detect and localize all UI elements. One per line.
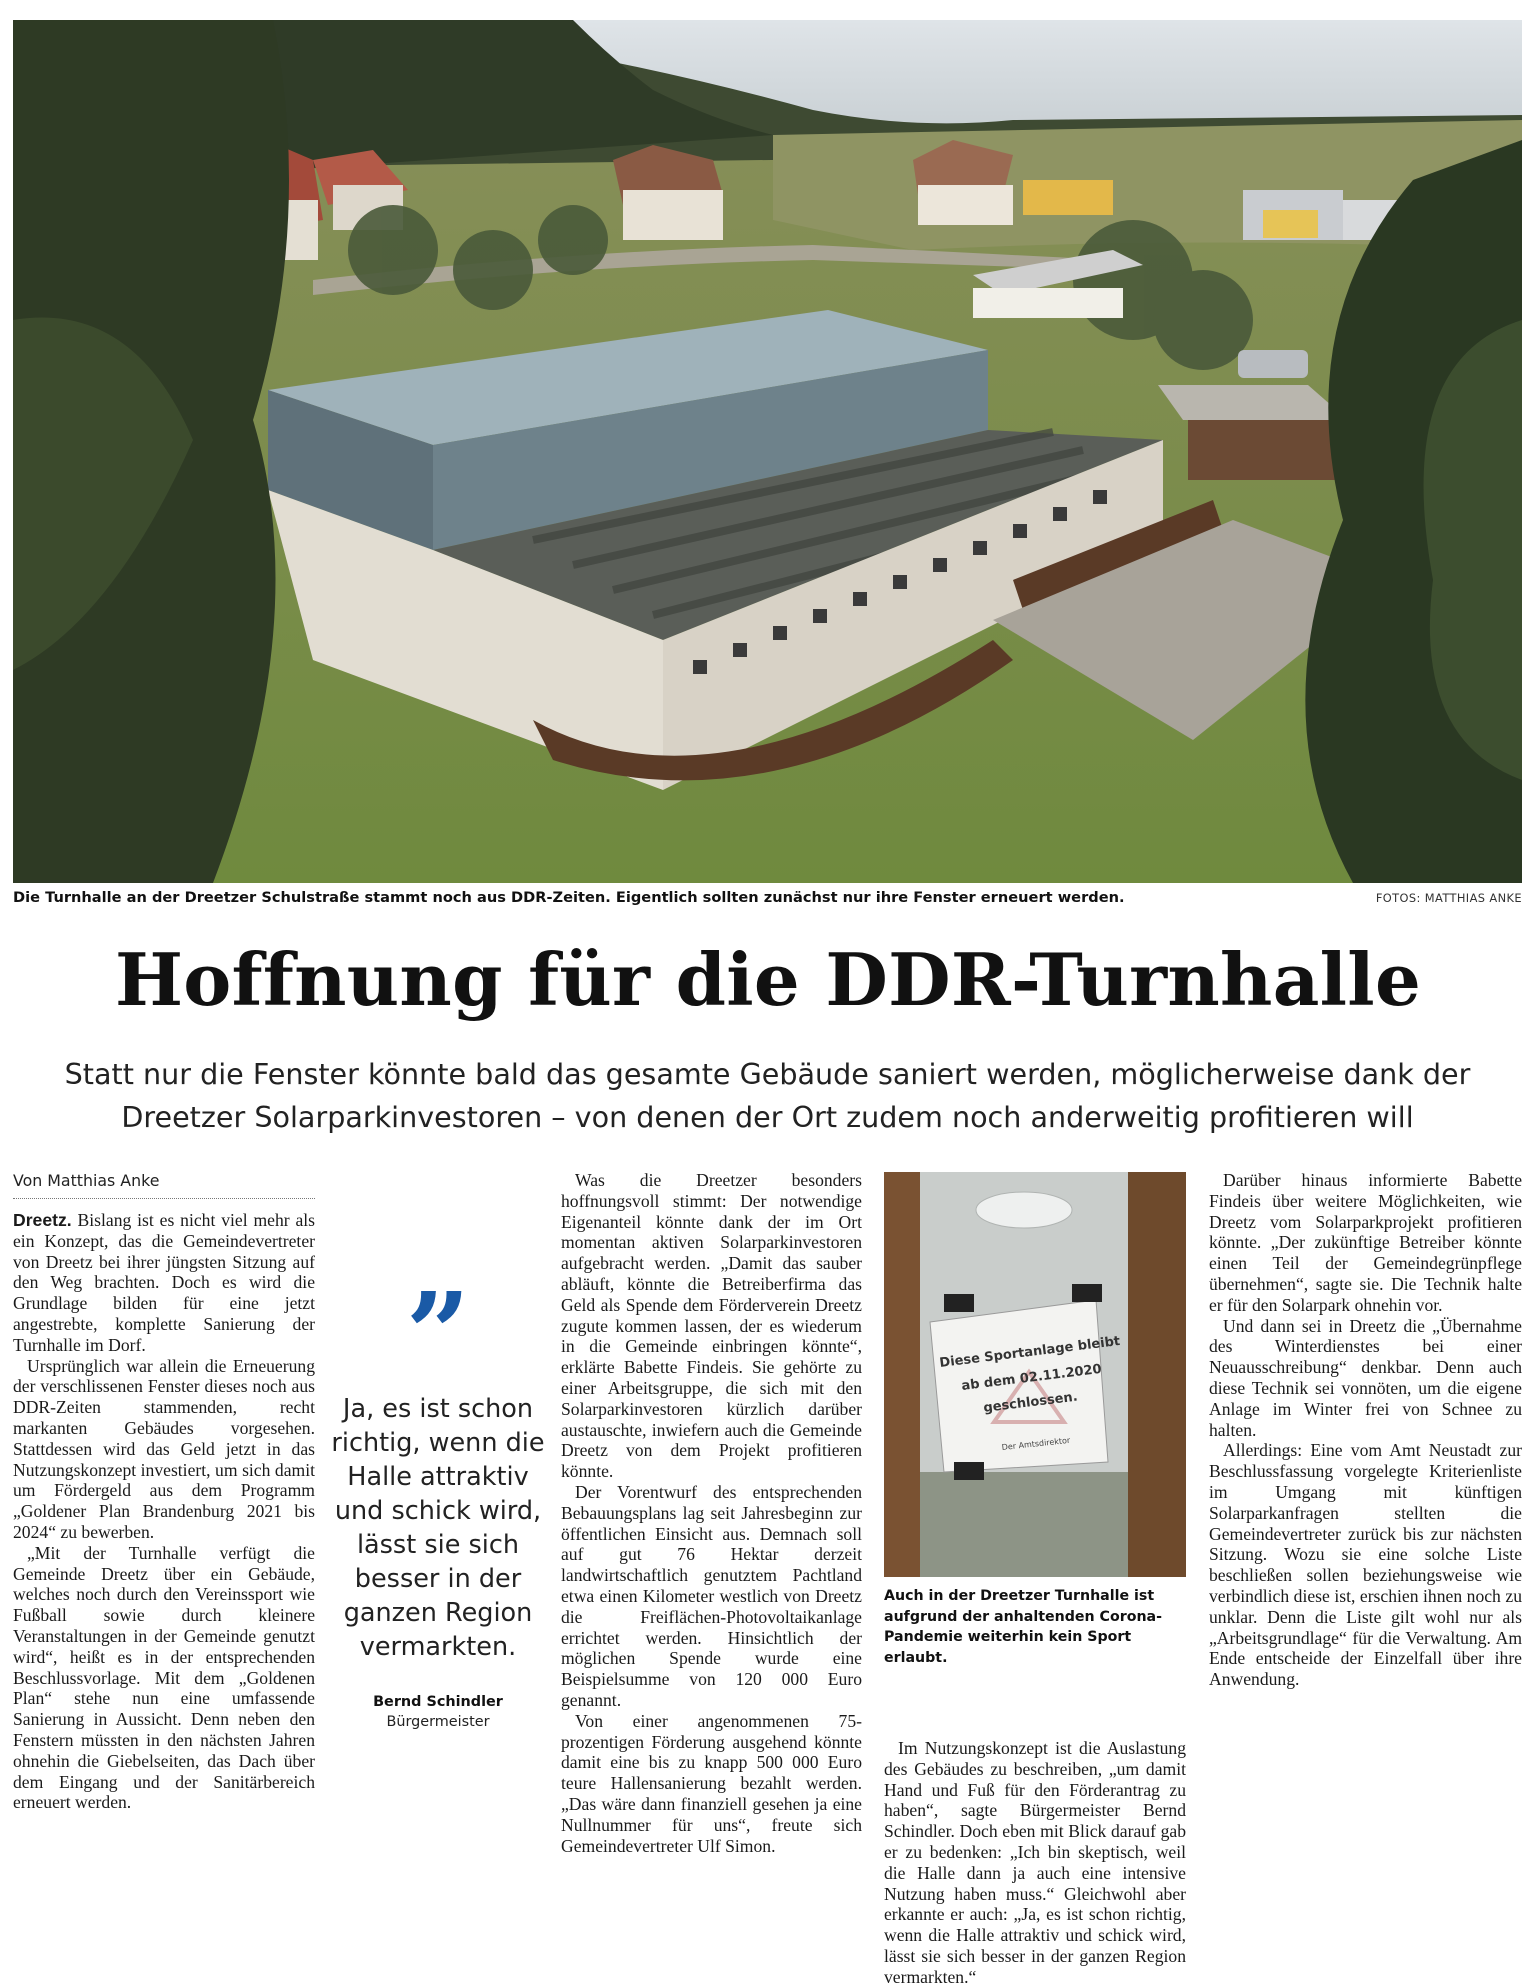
article-column-1: [13, 1210, 315, 1813]
quotation-mark-icon: ”: [405, 1269, 471, 1400]
paragraph: Ursprünglich war allein die Erneuerung der verschlissenen Fenster dieses noch aus DDR-Zeiten stammenden, recht markanten Gebäudes vorgesehen. Stattdessen wird das Geld jetzt in das Nutzungskonzept investiert, um sich damit um Fördergeld aus dem Programm „Goldener Plan Brandenburg 2021 bis 2024“ zu bewerben.: [13, 1355, 315, 1542]
hero-photo: [13, 20, 1522, 883]
photo-credit: FOTOS: MATTHIAS ANKE: [1375, 891, 1522, 905]
sign-text-3: geschlossen.: [982, 1389, 1079, 1416]
paragraph: Und dann sei in Dreetz die „Übernahme des Winterdienstes bei einer Neuausschreibung“ denkbar. Denn auch diese Technik sei vonnöten, um die eigene Anlage im Winter frei von Schnee zu halten.: [1209, 1315, 1522, 1440]
paragraph: Von einer angenommenen 75-prozentigen Förderung ausgehend könnte damit eine bis zu knapp 500 000 Euro teure Hallensanierung bezahlt werden. „Das wäre dann finanziell gesehen ja eine Nullnummer für uns“, freute sich Gemeindevertreter Ulf Simon.: [561, 1710, 862, 1856]
paragraph: [13, 1210, 315, 1356]
headline: Hoffnung für die DDR-Turnhalle: [114, 937, 1422, 1022]
gym-aerial-image: [13, 20, 1522, 883]
article-column-3: [884, 1738, 1186, 1988]
hero-photo-caption: Die Turnhalle an der Dreetzer Schulstraße stammt noch aus DDR-Zeiten. Eigentlich sollten zunächst nur ihre Fenster erneuert werden.: [13, 889, 1125, 906]
paragraph: Im Nutzungskonzept ist die Auslastung des Gebäudes zu beschreiben, „um damit Hand und Fuß für den Förderantrag zu haben“, sagte Bürgermeister Bernd Schindler. Doch eben mit Blick darauf gab er zu bedenken: „Ich bin skeptisch, weil die Halle dann ja auch eine intensive Nutzung haben muss.“ Gleichwohl aber erkannte er auch: „Ja, es ist schon richtig, wenn die Halle attraktiv und schick wird, lässt sie sich besser in der ganzen Region vermarkten.“: [884, 1738, 1186, 1987]
paragraph-text: Bislang ist es nicht viel mehr als ein Konzept, das die Gemeindevertreter von Dreetz bei ihrer jüngsten Sitzung auf den Weg brachten. Doch es wird die Grundlage bilden für eine jetzt angestrebte, komplette Sanierung der Turnhalle im Dorf.: [13, 1210, 316, 1355]
byline: Von Matthias Anke: [13, 1170, 315, 1199]
dateline: Dreetz.: [13, 1210, 72, 1230]
quote-author: Bernd Schindler: [373, 1694, 503, 1710]
paragraph: Allerdings: Eine vom Amt Neustadt zur Beschlussfassung vorgelegte Kriterienliste im Umgang mit künftigen Solarparkanfragen stellten die Gemeindevertreter zurück bis zur nächsten Sitzung. Wozu sie eine solche Liste beschließen sollen beziehungsweise wie verbindlich diese ist, erschien ihnen noch zu unklar. Denn die Liste gilt wohl nur als „Arbeitsgrundlage“ für die Verwaltung. Am Ende entscheide der Einzelfall über ihre Anwendung.: [1209, 1440, 1522, 1690]
paragraph: Der Vorentwurf des entsprechenden Bebauungsplans lag seit Jahresbeginn zur öffentlichen Einsicht aus. Demnach soll auf gut 76 Hektar derzeit landwirtschaftlich genutztem Pachtland etwa einen Kilometer westlich von Dreetz die Freiflächen-Photovoltaikanlage errichtet werden. Hinsichtlich der möglichen Spende wurde eine Beispielsumme von 120 000 Euro genannt.: [561, 1481, 862, 1710]
sign-footer: Der Amtsdirektor: [1001, 1435, 1071, 1452]
quote-author-role: Bürgermeister: [386, 1714, 490, 1730]
paragraph: „Mit der Turnhalle verfügt die Gemeinde Dreetz über ein Gebäude, welches noch durch den Vereinssport wie Fußball sowie durch kleinere Veranstaltungen in der Gemeinde genutzt wird“, heißt es in der entsprechenden Beschlussvorlage. Mit dem „Goldenen Plan“ stehe nun eine umfassende Sanierung in Aussicht. Denn neben den Fenstern müssten in den nächsten Jahren ohnehin die Giebelseiten, das Dach über dem Eingang und der Sanitärbereich erneuert werden.: [13, 1542, 315, 1813]
sign-text-1: Diese Sportanlage bleibt: [938, 1333, 1121, 1371]
sign-text-2: ab dem 02.11.2020: [960, 1361, 1103, 1394]
closed-sign-image: [884, 1172, 1186, 1577]
article-column-2: [561, 1170, 862, 1856]
closed-sign-photo: [884, 1172, 1186, 1577]
quote-text: Ja, es ist schon richtig, wenn die Halle attraktiv und schick wird, lässt sie sich besser in der ganzen Region vermarkten.: [331, 1394, 545, 1662]
standfirst: Statt nur die Fenster könnte bald das gesamte Gebäude saniert werden, möglicherweise dank der Dreetzer Solarparkinvestoren – von denen der Ort zudem noch anderweitig profitieren will: [64, 1057, 1471, 1134]
paragraph: Darüber hinaus informierte Babette Findeis über weitere Möglichkeiten, wie Dreetz vom Solarparkprojekt profitieren könnte. „Der zukünftige Betreiber könnte einen Teil der Gemeindegrünpflege übernehmen“, sagte sie. Die Technik halte er für den Solarpark ohnehin vor.: [1209, 1170, 1522, 1315]
article-column-4: [1209, 1170, 1522, 1690]
paragraph: Was die Dreetzer besonders hoffnungsvoll stimmt: Der notwendige Eigenanteil könnte dank der im Ort momentan aktiven Solarparkinvestoren aufgebracht werden. „Damit das sauber abläuft, könnte die Betreiberfirma das Geld als Spende dem Förderverein Dreetz zugute kommen lassen, der es wiederum in die Gemeinde einbringen könnte“, erklärte Babette Findeis. Sie gehörte zu einer Arbeitsgruppe, die sich mit den Solarparkinvestoren kürzlich darüber austauschte, inwiefern auch die Gemeinde Dreetz von dem Projekt profitieren könnte.: [561, 1170, 862, 1482]
pull-quote: [330, 1269, 546, 1732]
closed-sign-caption: Auch in der Dreetzer Turnhalle ist aufgrund der anhaltenden Corona-Pandemie weiterhin kein Sport erlaubt.: [884, 1588, 1163, 1666]
